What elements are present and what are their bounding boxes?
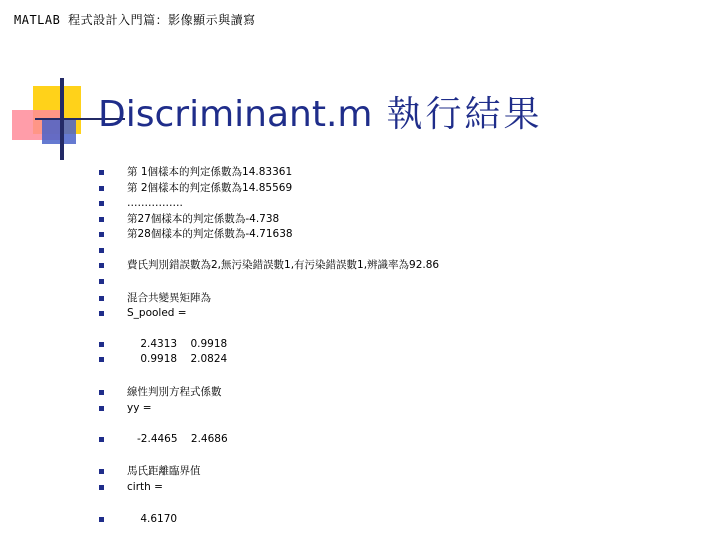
list-item-text: 第28個樣本的判定係數為-4.71638 — [127, 228, 293, 240]
list-item-text: 0.9918 2.0824 — [127, 353, 228, 365]
list-item — [0, 258, 700, 274]
list-item-text: 2.4313 0.9918 — [127, 338, 228, 350]
bullet-icon — [99, 342, 104, 347]
list-item — [0, 212, 700, 228]
list-item — [0, 480, 700, 496]
list-item-text: 混合共變異矩陣為 — [127, 292, 211, 304]
list-item — [0, 291, 700, 307]
list-item — [0, 337, 700, 353]
bullet-icon — [99, 485, 104, 490]
bullet-icon — [99, 248, 104, 253]
list-item-text: ……………. — [127, 197, 183, 209]
list-item-text: 第 1個樣本的判定係數為14.83361 — [127, 166, 293, 178]
bullet-icon — [99, 390, 104, 395]
list-item — [0, 306, 700, 322]
bullet-icon — [99, 170, 104, 175]
slide-title-sub: 執行結果 — [386, 94, 543, 135]
list-item — [0, 432, 700, 448]
bullet-icon — [99, 296, 104, 301]
list-item-text: 線性判別方程式係數 — [127, 386, 222, 398]
list-item — [0, 243, 700, 259]
bullet-icon — [99, 469, 104, 474]
slide-title-main: Discriminant.m — [98, 94, 373, 135]
list-item — [0, 181, 700, 197]
bullet-icon — [99, 437, 104, 442]
bullet-icon — [99, 357, 104, 362]
list-item-text: yy = — [127, 402, 152, 414]
bullet-icon — [99, 263, 104, 268]
bullet-icon — [99, 517, 104, 522]
list-item — [0, 196, 700, 212]
bullet-icon — [99, 201, 104, 206]
list-item — [0, 464, 700, 480]
list-item-text: 馬氏距離臨界值 — [127, 465, 201, 477]
bullet-icon — [99, 217, 104, 222]
bullet-icon — [99, 311, 104, 316]
list-item — [0, 165, 700, 181]
list-item-text: 4.6170 — [127, 513, 178, 525]
list-item-text: S_pooled = — [127, 307, 187, 319]
bullet-icon — [99, 232, 104, 237]
bullet-icon — [99, 406, 104, 411]
list-item-text: 第27個樣本的判定係數為-4.738 — [127, 213, 280, 225]
list-item-text: -2.4465 2.4686 — [127, 433, 228, 445]
bullet-icon — [99, 279, 104, 284]
list-item — [0, 352, 700, 368]
list-item — [0, 401, 700, 417]
list-item — [0, 512, 700, 528]
list-item-text: 費氏判別錯誤數為2,無污染錯誤數1,有污染錯誤數1,辨識率為92.86 — [127, 259, 440, 271]
list-item — [0, 274, 700, 290]
list-item — [0, 227, 700, 243]
list-item-text: 第 2個樣本的判定係數為14.85569 — [127, 182, 293, 194]
bullet-icon — [99, 186, 104, 191]
header-title: MATLAB 程式設計入門篇：影像顯示與讀寫 — [14, 13, 256, 27]
list-item-text: cirth = — [127, 481, 163, 493]
list-item — [0, 385, 700, 401]
